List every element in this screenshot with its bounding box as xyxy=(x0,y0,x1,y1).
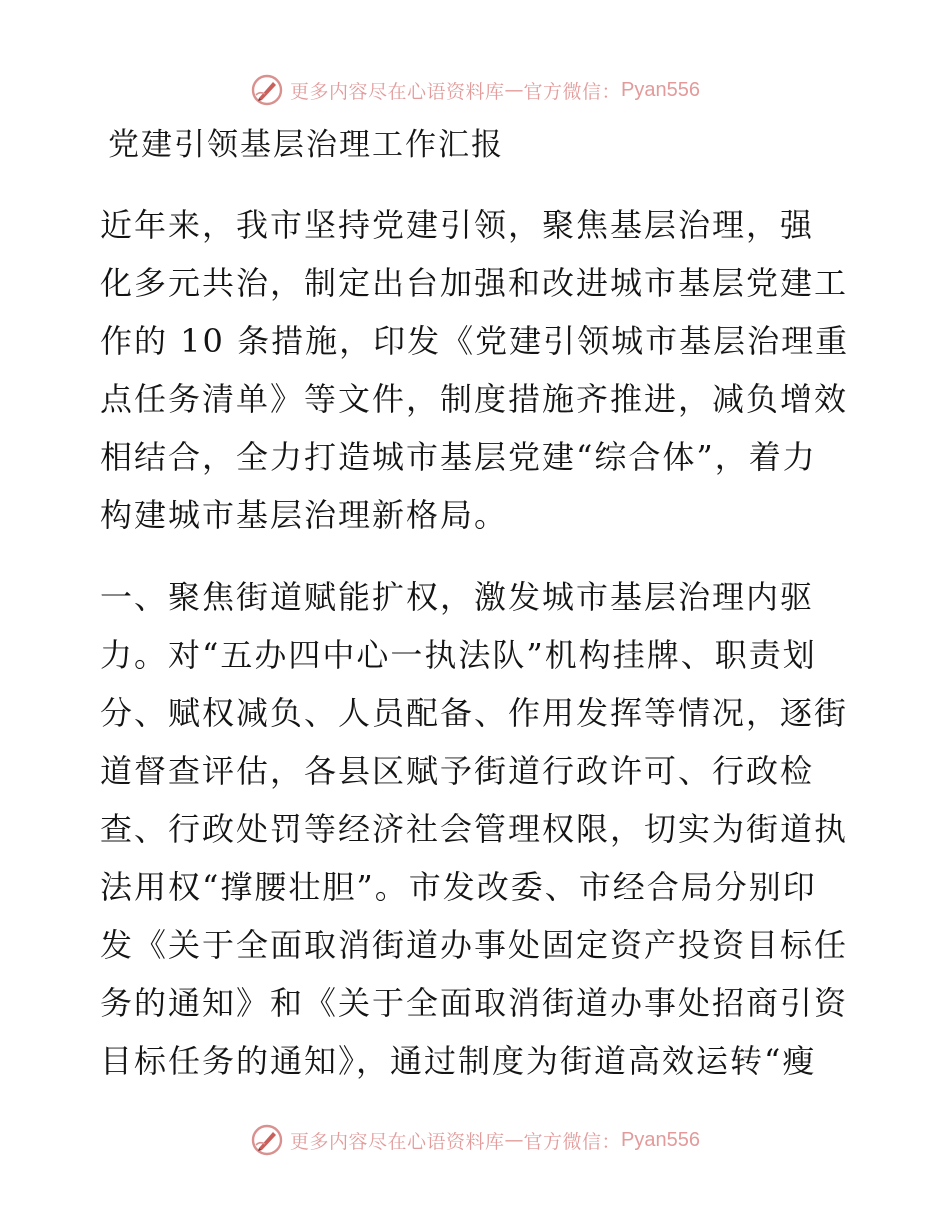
pen-logo-icon xyxy=(250,1123,284,1157)
paragraph-line: 务的通知》和《关于全面取消街道办事处招商引资 xyxy=(100,984,849,1022)
paragraph-line: 发《关于全面取消街道办事处固定资产投资目标任 xyxy=(100,926,849,964)
paragraph-line: 分、赋权减负、人员配备、作用发挥等情况，逐街 xyxy=(100,694,849,732)
watermark-site-text: 更多内容尽在心语资料库 xyxy=(290,1130,505,1153)
paragraph-section-one xyxy=(100,568,850,1090)
paragraph-line: 查、行政处罚等经济社会管理权限，切实为街道执 xyxy=(100,810,849,848)
header-watermark xyxy=(0,70,950,110)
watermark-contact-label: 官方微信： xyxy=(523,80,622,103)
paragraph-line: 构建城市基层治理新格局。 xyxy=(100,496,509,534)
paragraph-line: 道督查评估，各县区赋予街道行政许可、行政检 xyxy=(100,752,815,790)
watermark-contact-id: Pyan556 xyxy=(621,78,700,101)
paragraph-line: 法用权“撑腰壮胆”。市发改委、市经合局分别印 xyxy=(100,868,817,906)
paragraph-line: 作的 10 条措施，印发《党建引领城市基层治理重 xyxy=(100,322,850,360)
paragraph-line: 点任务清单》等文件，制度措施齐推进，减负增效 xyxy=(100,380,849,418)
paragraph-line: 化多元共治，制定出台加强和改进城市基层党建工 xyxy=(100,264,849,302)
document-body xyxy=(100,121,850,1090)
watermark-site-text: 更多内容尽在心语资料库 xyxy=(290,80,505,103)
watermark-contact-label: 官方微信： xyxy=(523,1130,622,1153)
footer-watermark xyxy=(0,1120,950,1160)
watermark-separator: — xyxy=(504,1129,524,1151)
paragraph-line: 相结合，全力打造城市基层党建“综合体”，着力 xyxy=(100,438,817,476)
paragraph-intro xyxy=(100,196,850,544)
watermark-separator: — xyxy=(504,79,524,101)
pen-logo-icon xyxy=(250,73,284,107)
paragraph-line: 近年来，我市坚持党建引领，聚焦基层治理，强 xyxy=(100,206,815,244)
paragraph-line: 目标任务的通知》，通过制度为街道高效运转“瘦 xyxy=(100,1042,817,1080)
document-title: 党建引领基层治理工作汇报 xyxy=(108,127,504,163)
paragraph-line: 力。对“五办四中心一执法队”机构挂牌、职责划 xyxy=(100,636,817,674)
watermark-contact-id: Pyan556 xyxy=(621,1128,700,1151)
paragraph-line: 一、聚焦街道赋能扩权，激发城市基层治理内驱 xyxy=(100,578,815,616)
